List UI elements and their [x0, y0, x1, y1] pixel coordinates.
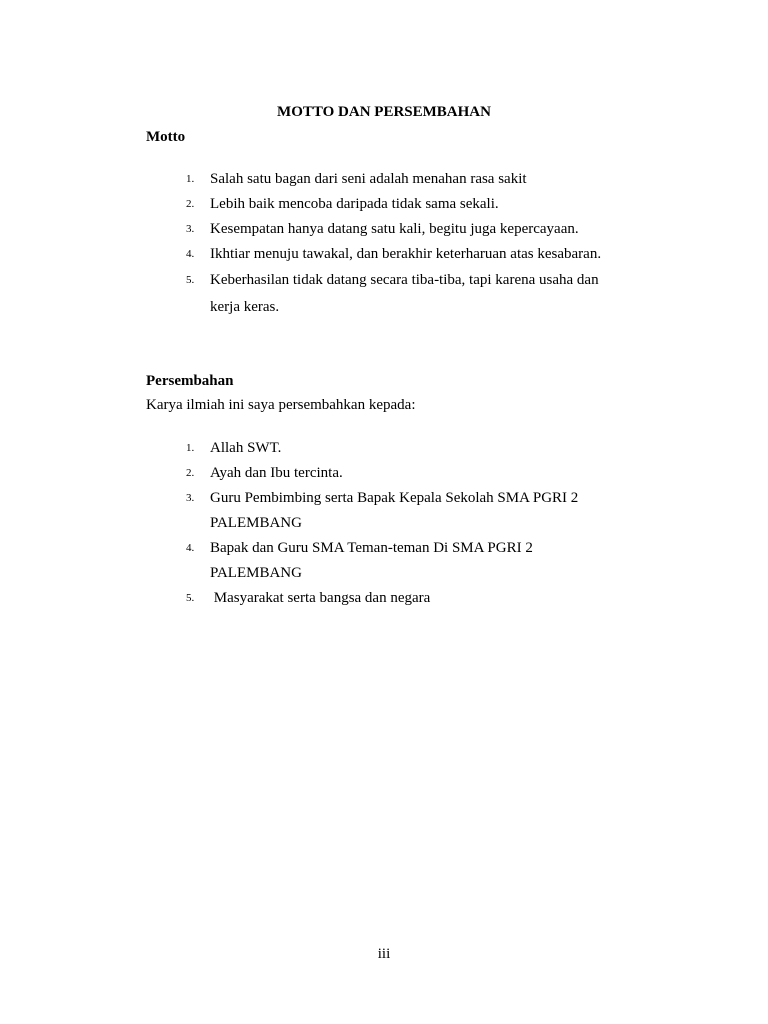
list-item-number: 5.	[186, 592, 195, 604]
list-item	[186, 192, 626, 217]
list-item-number: 5.	[186, 274, 195, 286]
list-item	[186, 436, 606, 461]
list-item	[186, 486, 606, 536]
dedication-heading: Persembahan	[146, 373, 234, 389]
list-item-number: 3.	[186, 223, 195, 235]
list-item	[186, 267, 626, 321]
list-item-number: 1.	[186, 173, 195, 185]
list-item-text: Ayah dan Ibu tercinta.	[210, 465, 343, 481]
list-item	[186, 167, 626, 192]
list-item-text: Kesempatan hanya datang satu kali, begitu juga kepercayaan.	[210, 221, 579, 237]
list-item-number: 2.	[186, 467, 195, 479]
list-item-text: Allah SWT.	[210, 440, 282, 456]
list-item-text: Salah satu bagan dari seni adalah menahan rasa sakit	[210, 171, 527, 187]
motto-list	[186, 167, 626, 321]
list-item	[186, 536, 606, 586]
list-item	[186, 217, 626, 242]
list-item	[186, 586, 606, 611]
list-item-number: 3.	[186, 492, 195, 504]
page-number: iii	[377, 946, 391, 962]
list-item-text: Bapak dan Guru SMA Teman-teman Di SMA PGRI 2 PALEMBANG	[210, 540, 533, 581]
list-item-number: 1.	[186, 442, 195, 454]
list-item-number: 4.	[186, 542, 195, 554]
list-item-text: Masyarakat serta bangsa dan negara	[210, 590, 431, 606]
list-item	[186, 461, 606, 486]
list-item-number: 4.	[186, 248, 195, 260]
page-title: MOTTO DAN PERSEMBAHAN	[277, 104, 491, 120]
list-item-text: Ikhtiar menuju tawakal, dan berakhir keterharuan atas kesabaran.	[210, 246, 602, 262]
list-item-text: Lebih baik mencoba daripada tidak sama sekali.	[210, 196, 499, 212]
list-item-number: 2.	[186, 198, 195, 210]
dedication-intro: Karya ilmiah ini saya persembahkan kepada:	[146, 397, 416, 413]
motto-heading: Motto	[146, 129, 186, 145]
dedication-list	[186, 436, 606, 611]
list-item-text: Keberhasilan tidak datang secara tiba-tiba, tapi karena usaha dan kerja keras.	[210, 272, 599, 315]
list-item-text: Guru Pembimbing serta Bapak Kepala Sekolah SMA PGRI 2 PALEMBANG	[210, 490, 579, 531]
list-item	[186, 242, 626, 267]
